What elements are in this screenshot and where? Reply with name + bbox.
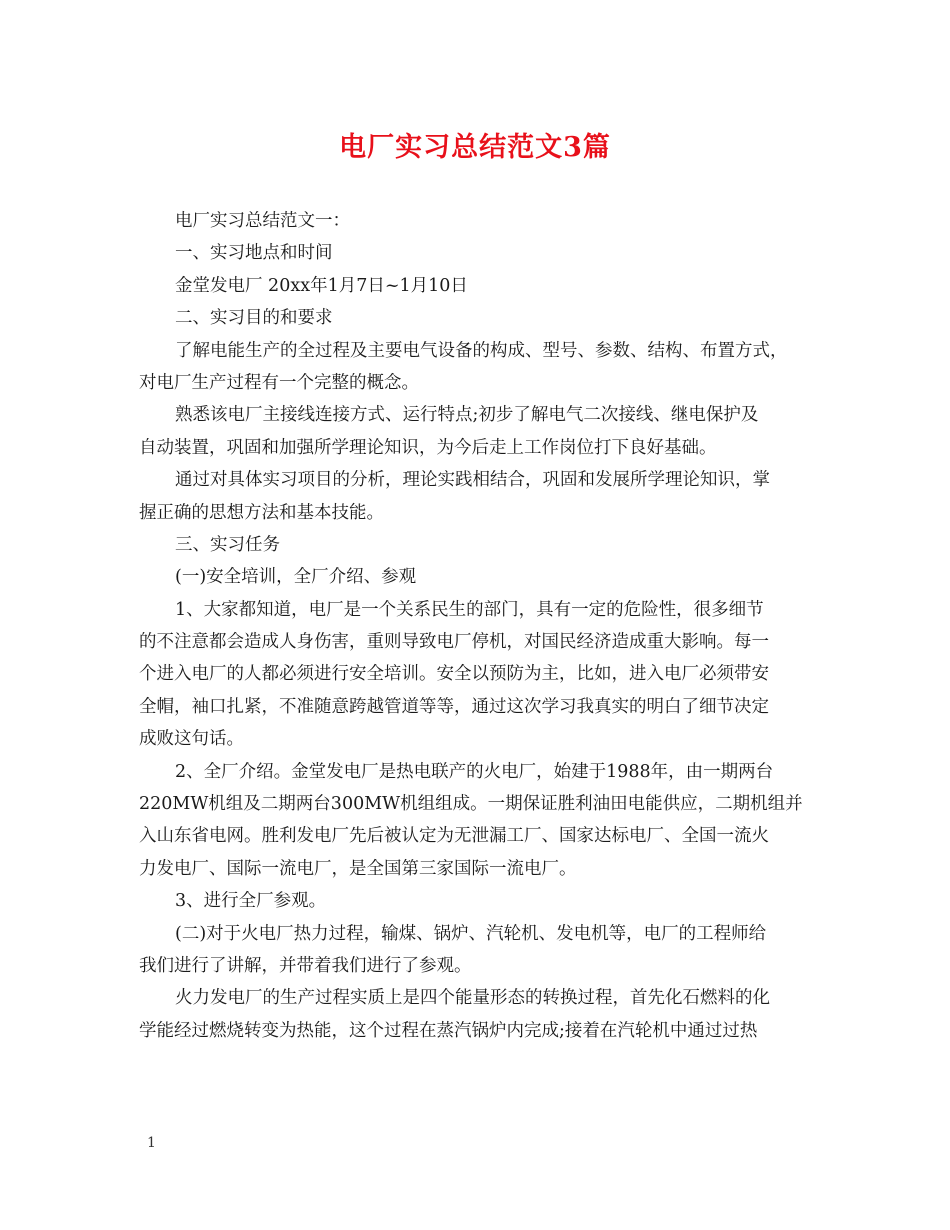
text-line: (一)安全培训，全厂介绍、参观 <box>175 567 417 588</box>
text-line: 一、实习地点和时间 <box>175 243 333 264</box>
text-line: 学能经过燃烧转变为热能，这个过程在蒸汽锅炉内完成;接着在汽轮机中通过过热 <box>139 1020 758 1041</box>
text-line: 握正确的思想方法和基本技能。 <box>139 502 384 523</box>
text-line: 3、进行全厂参观。 <box>175 891 327 912</box>
text-line: 了解电能生产的全过程及主要电气设备的构成、型号、参数、结构、布置方式， <box>175 340 788 361</box>
text-line: 我们进行了讲解，并带着我们进行了参观。 <box>139 955 472 976</box>
text-line: 金堂发电厂 20xx年1月7日~1月10日 <box>175 275 468 296</box>
page-number: 1 <box>147 1135 156 1151</box>
text-line: 的不注意都会造成人身伤害，重则导致电厂停机，对国民经济造成重大影响。每一 <box>139 632 769 653</box>
text-line: 通过对具体实习项目的分析，理论实践相结合，巩固和发展所学理论知识，掌 <box>175 470 770 491</box>
text-line: 二、实习目的和要求 <box>175 308 333 329</box>
document-body <box>139 205 829 1047</box>
text-line: 自动装置，巩固和加强所学理论知识，为今后走上工作岗位打下良好基础。 <box>139 437 717 458</box>
text-line: 对电厂生产过程有一个完整的概念。 <box>139 372 419 393</box>
text-line: 成败这句话。 <box>139 729 244 750</box>
text-line: (二)对于火电厂热力过程，输煤、锅炉、汽轮机、发电机等，电厂的工程师给 <box>175 923 767 944</box>
text-line: 全帽，袖口扎紧，不准随意跨越管道等等，通过这次学习我真实的明白了细节决定 <box>139 696 769 717</box>
text-line: 熟悉该电厂主接线连接方式、运行特点;初步了解电气二次接线、继电保护及 <box>175 405 759 426</box>
text-line: 2、全厂介绍。金堂发电厂是热电联产的火电厂，始建于1988年，由一期两台 <box>175 761 774 782</box>
text-line: 力发电厂、国际一流电厂，是全国第三家国际一流电厂。 <box>139 858 577 879</box>
text-line: 220MW机组及二期两台300MW机组组成。一期保证胜利油田电能供应，二期机组并 <box>139 794 803 815</box>
text-line: 入山东省电网。胜利发电厂先后被认定为无泄漏工厂、国家达标电厂、全国一流火 <box>139 826 769 847</box>
text-line: 三、实习任务 <box>175 534 280 555</box>
text-line: 电厂实习总结范文一： <box>175 211 350 231</box>
document-title: 电厂实习总结范文3篇 <box>339 132 611 163</box>
text-line: 1、大家都知道，电厂是一个关系民生的部门，具有一定的危险性，很多细节 <box>175 599 764 620</box>
text-line: 火力发电厂的生产过程实质上是四个能量形态的转换过程，首先化石燃料的化 <box>175 988 770 1009</box>
text-line: 个进入电厂的人都必须进行安全培训。安全以预防为主，比如，进入电厂必须带安 <box>139 664 769 685</box>
